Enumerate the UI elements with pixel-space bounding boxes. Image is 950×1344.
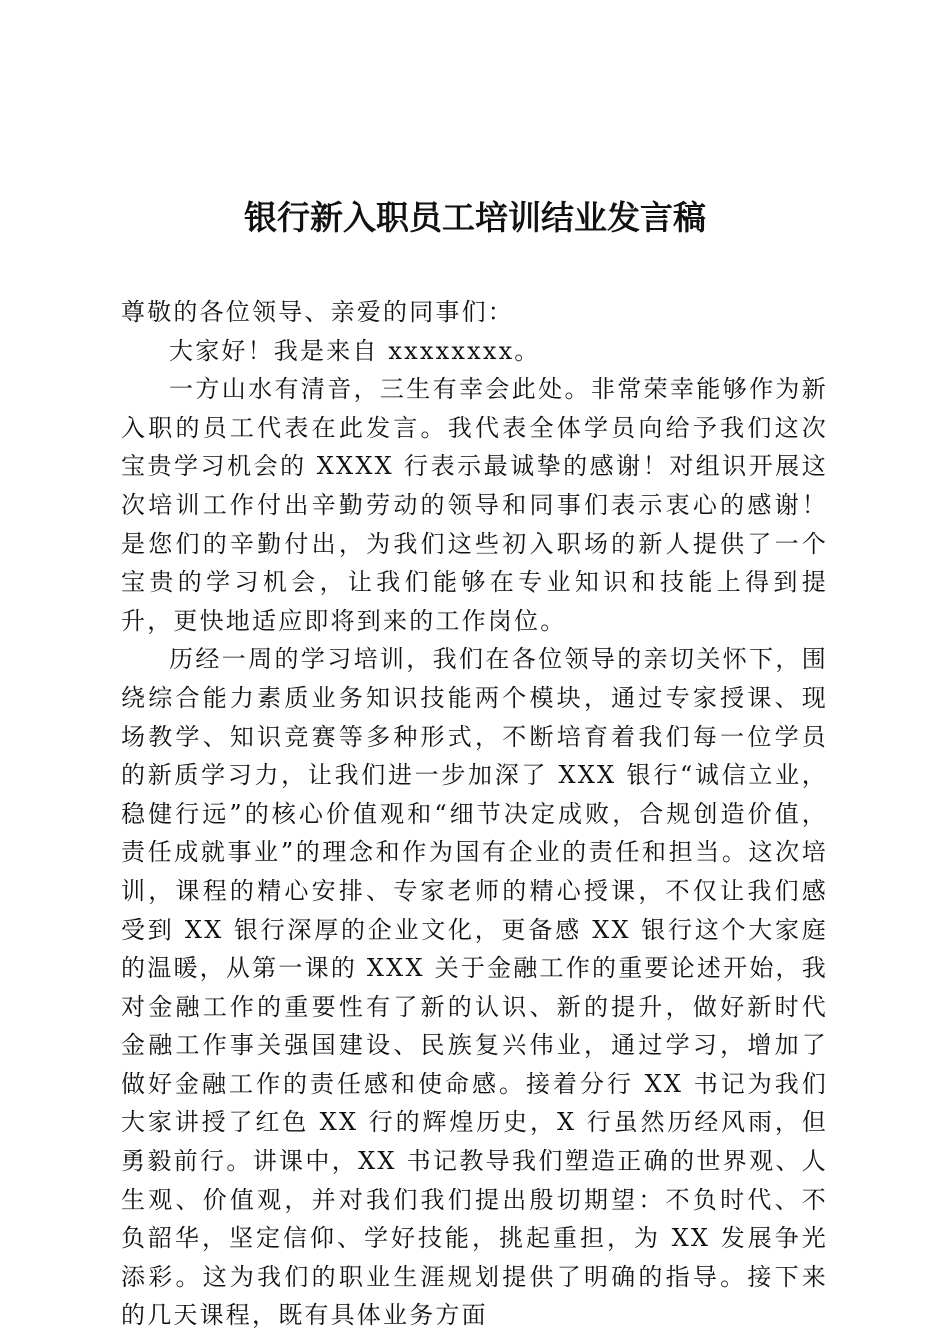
paragraph-thanks: 一方山水有清音，三生有幸会此处。非常荣幸能够作为新入职的员工代表在此发言。我代表全体学员向给予我们这次宝贵学习机会的 XXXX 行表示最诚挚的感谢！对组识开展这次培训工作付出辛勤劳动的领导和同事们表示衷心的感谢！是您们的辛勤付出，为我们这些初入职场的新人提供了一个宝贵的学习机会，让我们能够在专业知识和技能上得到提升，更快地适应即将到来的工作岗位。 — [121, 375, 828, 635]
document-body — [121, 293, 828, 1335]
salutation: 尊敬的各位领导、亲爱的同事们： — [121, 298, 514, 326]
paragraph-greeting: 大家好！我是来自 xxxxxxxx。 — [169, 336, 541, 365]
paragraph-training-review: 历经一周的学习培训，我们在各位领导的亲切关怀下，围绕综合能力素质业务知识技能两个模块，通过专家授课、现场教学、知识竞赛等多种形式，不断培育着我们每一位学员的新质学习力，让我们进一步加深了 XXX 银行“诚信立业，稳健行远”的核心价值观和“细节决定成败，合规创造价值，责任成就事业”的理念和作为国有企业的责任和担当。这次培训，课程的精心安排、专家老师的精心授课，不仅让我们感受到 XX 银行深厚的企业文化，更备感 XX 银行这个大家庭的温暖，从第一课的 XXX 关于金融工作的重要论述开始，我对金融工作的重要性有了新的认识、新的提升，做好新时代金融工作事关强国建设、民族复兴伟业，通过学习，增加了做好金融工作的责任感和使命感。接着分行 XX 书记为我们大家讲授了红色 XX 行的辉煌历史，X 行虽然历经风雨，但勇毅前行。讲课中，XX 书记教导我们塑造正确的世界观、人生观、价值观，并对我们我们提出殷切期望：不负时代、不负韶华，坚定信仰、学好技能，挑起重担，为 XX 发展争光添彩。这为我们的职业生涯规划提供了明确的指导。接下来的几天课程，既有具体业务方面 — [121, 645, 828, 1330]
document-title: 银行新入职员工培训结业发言稿 — [244, 198, 706, 237]
